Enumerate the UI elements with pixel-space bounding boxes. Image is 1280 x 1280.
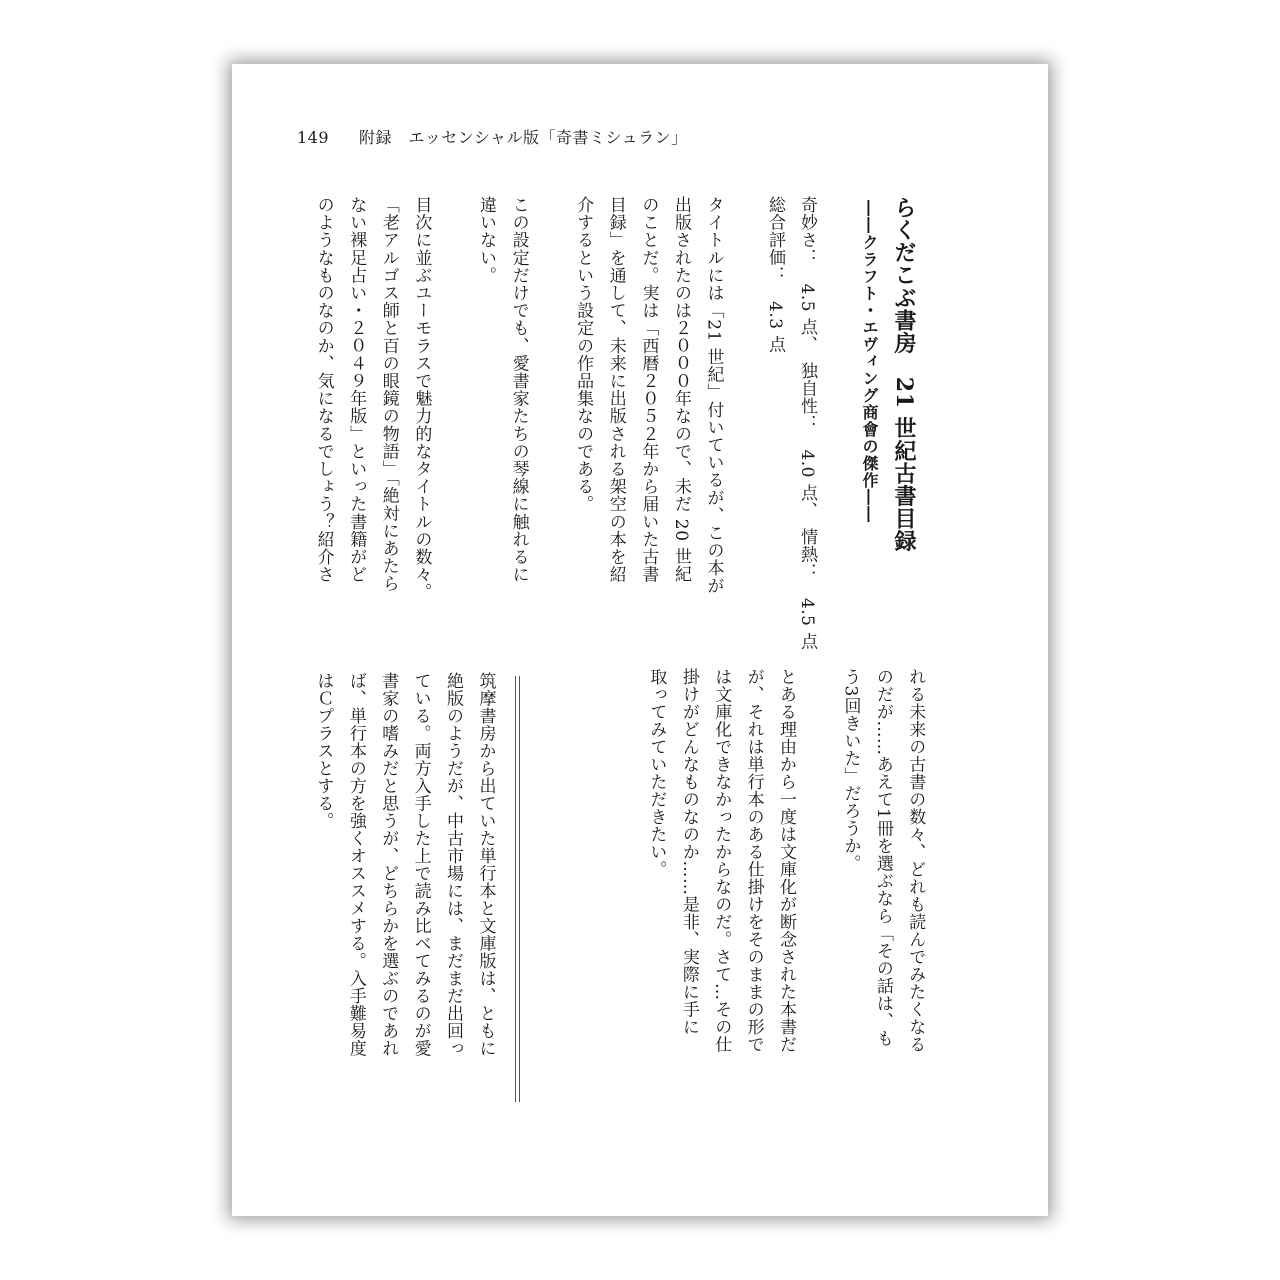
text-line: 筑摩書房から出ていた単行本と文庫版は、ともに — [475, 672, 496, 1057]
page-number: 149 — [297, 128, 330, 147]
text-line: れる未来の古書の数々、どれも読んでみたくなる — [905, 668, 926, 1053]
paragraph-gap — [802, 668, 834, 1128]
text-line: ば、単行本の方を強くオススメする。入手難易度 — [345, 672, 366, 1057]
text-line: 掛けがどんなものなのか……是非、実際に手に — [678, 668, 699, 1036]
article-title: らくだこぶ書房 21 世紀古書目録 — [891, 196, 917, 553]
text-line: のだが……あえて1冊を選ぶなら「その話は、も — [872, 668, 893, 1047]
section-title: 附録 エッセンシャル版「奇書ミシュラン」 — [359, 128, 688, 147]
text-line: う3回きいた」だろうか。 — [840, 668, 861, 872]
text-line: 「老アルゴス師と百の眼鏡の物語」「絶対にあたら — [378, 196, 399, 593]
text-line: ない裸足占い・２０４９年版」といった書籍がど — [346, 196, 367, 584]
paragraph-gap — [437, 196, 469, 636]
text-line: ている。両方入手した上で読み比べてみるのが愛 — [410, 672, 431, 1057]
text-line: 目録」を通して、未来に出版される架空の本を紹 — [605, 196, 626, 584]
rating-line: 総合評価： 4.3 点 — [765, 196, 785, 353]
text-line: のようなものなのか、気になるでしょう？紹介さ — [313, 196, 334, 584]
body-text-lower — [640, 668, 931, 1128]
paragraph-gap — [535, 196, 567, 636]
sidebar-note — [307, 672, 501, 1132]
text-line: 目次に並ぶユーモラスで魅力的なタイトルの数々。 — [411, 196, 432, 601]
text-line: タイトルには「21 世紀」付いているが、この本が — [703, 196, 724, 595]
text-line: 出版されたのは２０００年なので、未だ 20 世紀 — [670, 196, 691, 583]
article-subtitle: ――クラフト・エヴィング商會の傑作―― — [860, 200, 879, 523]
column-divider — [515, 676, 520, 1102]
running-header — [297, 128, 688, 148]
text-line: この設定だけでも、愛書家たちの琴線に触れるに — [508, 196, 529, 584]
text-line: 違いない。 — [475, 196, 496, 284]
text-line: は文庫化できなかったからなのだ。さて…その仕 — [711, 668, 732, 1053]
text-line: はＣプラスとする。 — [313, 672, 334, 830]
text-line: のことだ。実は「西暦２０５２年から届いた古書 — [638, 196, 659, 584]
text-line: 取ってみていただきたい。 — [646, 668, 667, 878]
text-line: 介するという設定の作品集なのである。 — [573, 196, 594, 513]
text-line: が、それは単行本のある仕掛けをそのままの形で — [743, 668, 764, 1053]
text-line: 絶版のようだが、中古市場には、まだまだ出回っ — [443, 672, 464, 1057]
text-line: とある理由から一度は文庫化が断念された本書だ — [776, 668, 797, 1053]
ratings-block — [759, 196, 823, 650]
rating-line: 奇妙さ： 4.5 点、 独自性： 4.0 点、 情熱： 4.5 点 — [797, 196, 817, 650]
body-text-upper — [307, 196, 730, 636]
text-line: 書家の嗜みだと思うが、どちらかを選ぶのであれ — [378, 672, 399, 1057]
